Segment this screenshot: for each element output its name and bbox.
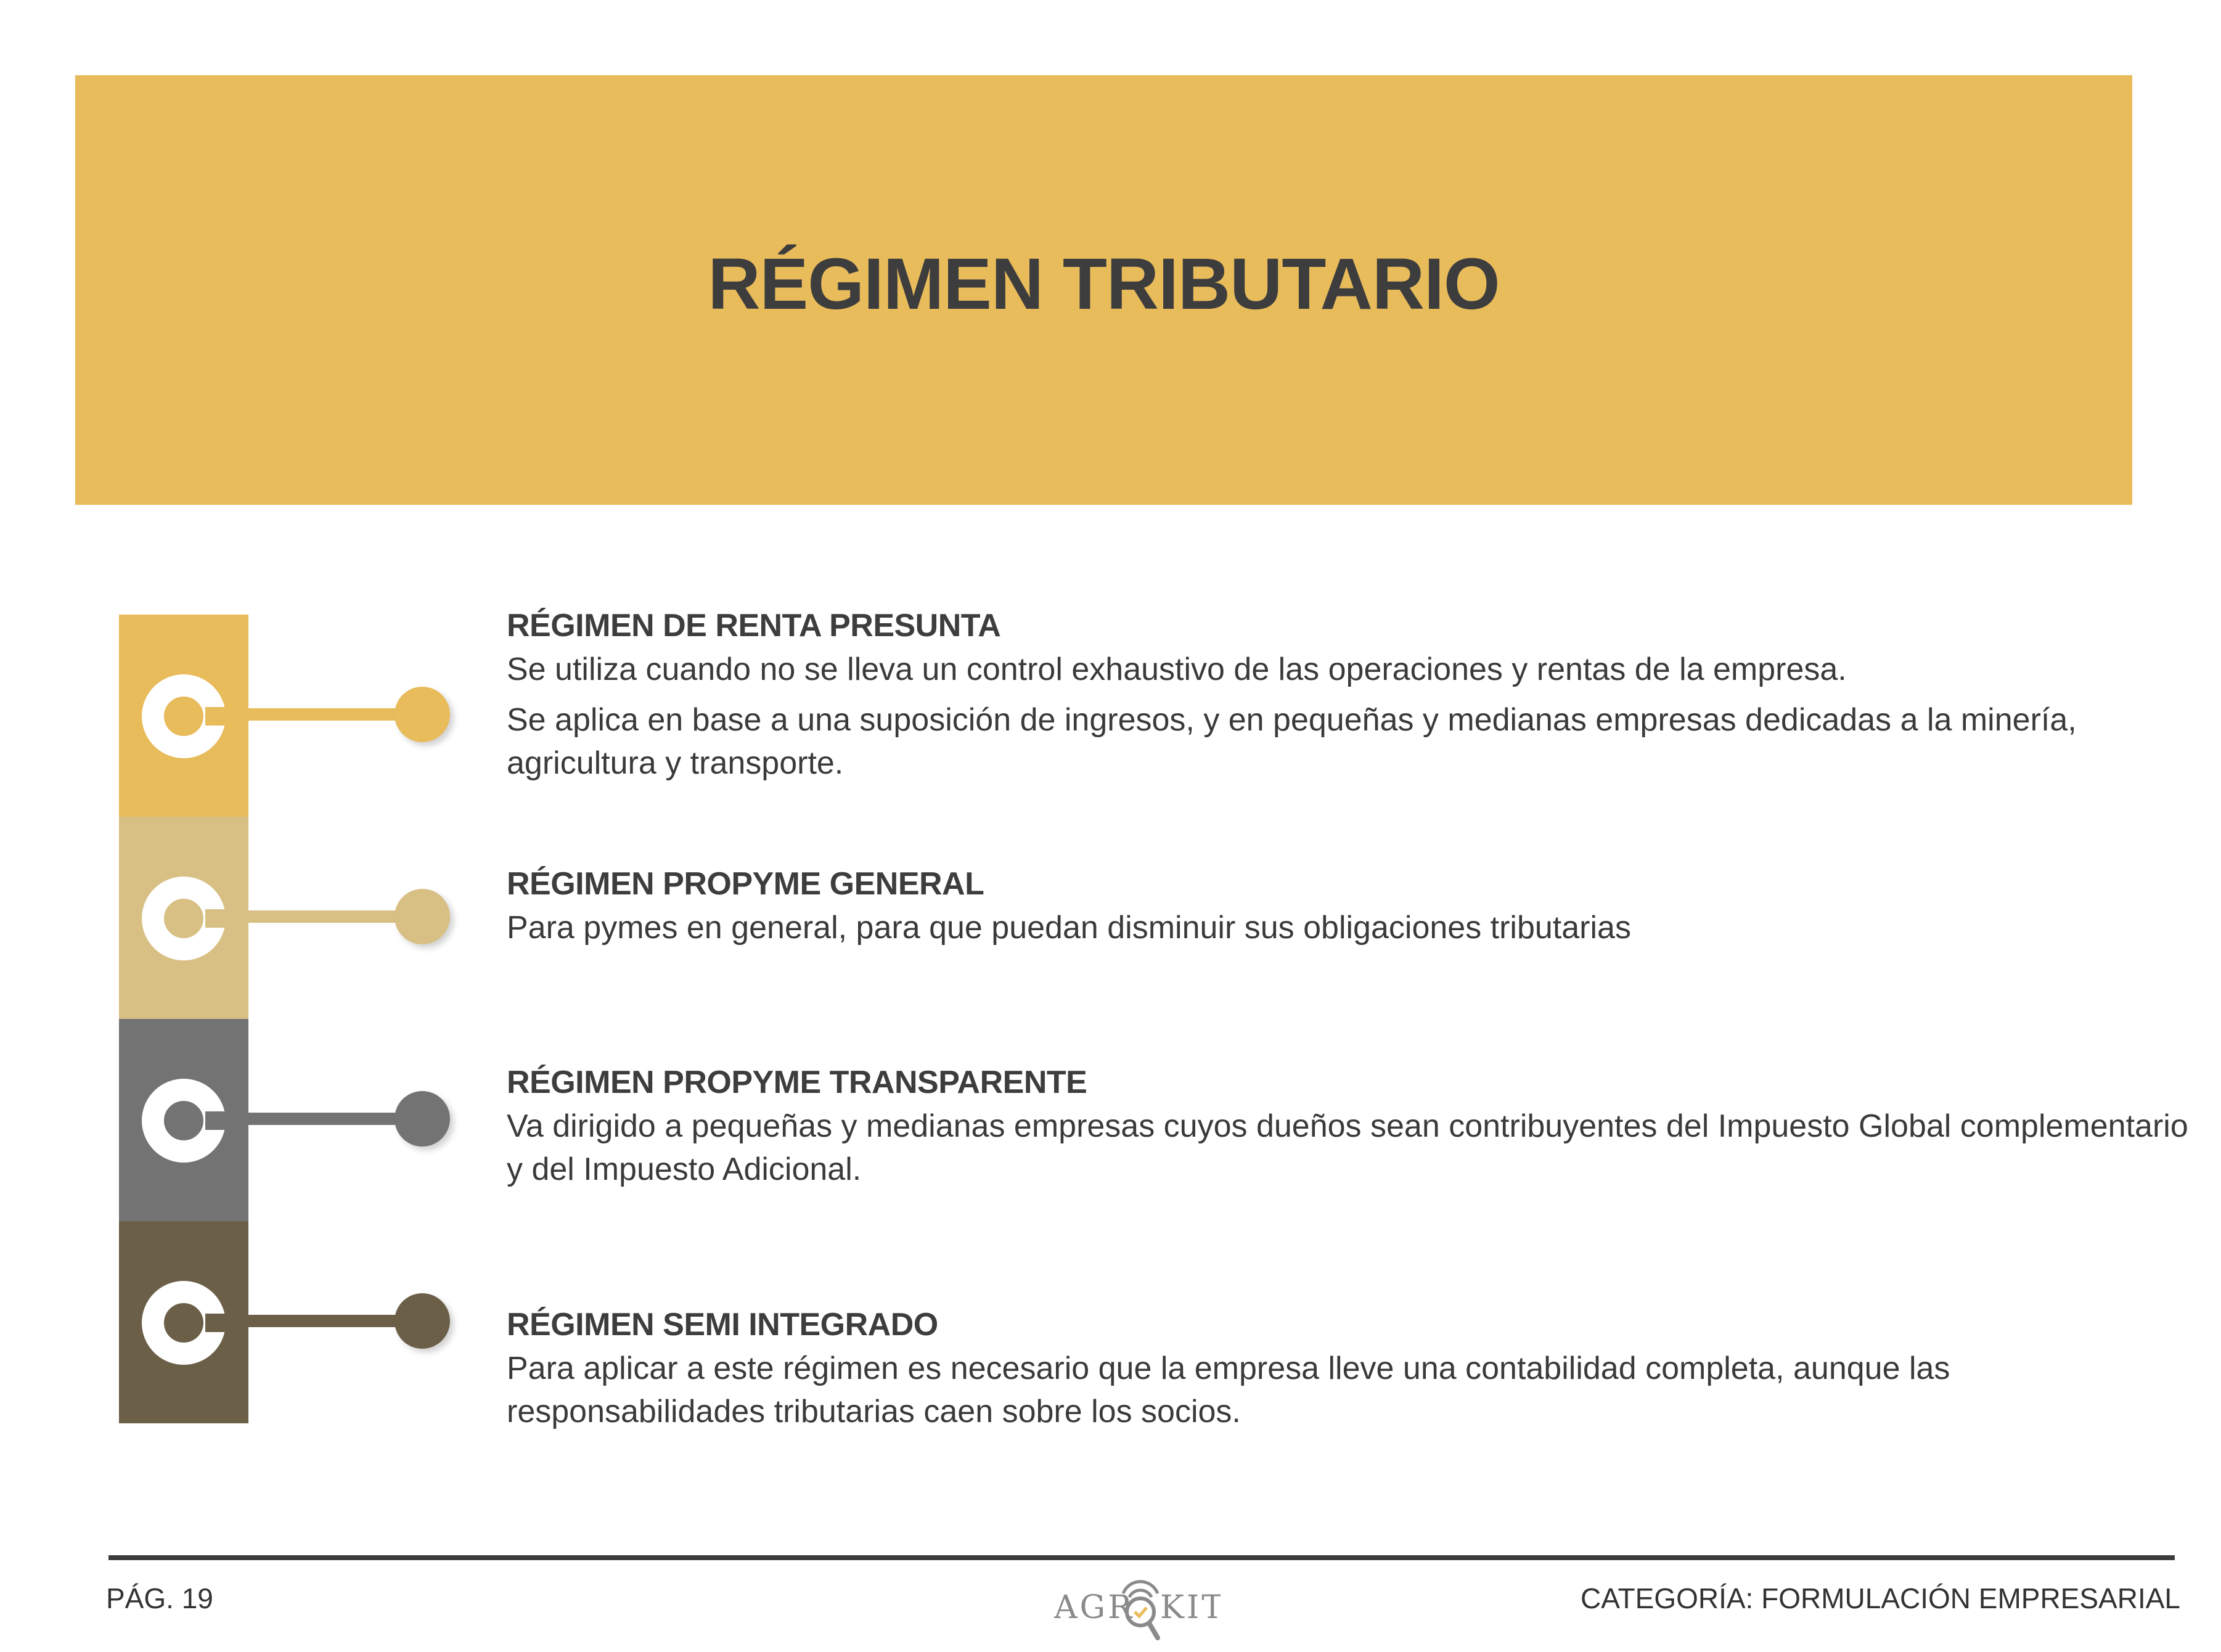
timeline-dot-3 bbox=[395, 1091, 450, 1147]
title-banner bbox=[75, 75, 2132, 505]
logo-text-left: AGR bbox=[1054, 1589, 1135, 1626]
timeline-segment-3 bbox=[119, 1019, 248, 1221]
agrokit-logo bbox=[1054, 1569, 1221, 1649]
section-propyme-transparente bbox=[507, 1064, 2196, 1191]
page-number: PÁG. 19 bbox=[106, 1582, 213, 1614]
logo-text-right: KIT bbox=[1160, 1589, 1221, 1626]
ring-gap bbox=[205, 909, 233, 928]
section-paragraph: Para pymes en general, para que puedan disminuir sus obligaciones tributarias bbox=[507, 910, 1631, 946]
ring-gap bbox=[205, 707, 233, 726]
timeline-dot-4 bbox=[395, 1293, 450, 1349]
section-renta-presunta bbox=[507, 607, 2196, 785]
timeline-segment-1 bbox=[119, 615, 248, 817]
section-title: RÉGIMEN PROPYME GENERAL bbox=[507, 866, 984, 902]
connector-line-4 bbox=[247, 1315, 407, 1327]
category-label: CATEGORÍA: FORMULACIÓN EMPRESARIAL bbox=[1581, 1582, 2180, 1614]
section-propyme-general bbox=[507, 865, 2196, 949]
timeline bbox=[119, 615, 248, 1423]
section-paragraph: Para aplicar a este régimen es necesario que la empresa lleve una contabilidad completa, aunque las responsabilidades tributarias caen sobre los socios. bbox=[507, 1351, 1950, 1429]
section-paragraph: Se aplica en base a una suposición de ingresos, y en pequeñas y medianas empresas dedicadas a la minería, agricultura y transporte. bbox=[507, 702, 2077, 781]
section-paragraph: Se utiliza cuando no se lleva un control exhaustivo de las operaciones y rentas de la empresa. bbox=[507, 652, 1847, 687]
section-title: RÉGIMEN PROPYME TRANSPARENTE bbox=[507, 1065, 1087, 1100]
connector-line-2 bbox=[247, 910, 407, 923]
timeline-segment-4 bbox=[119, 1221, 248, 1423]
section-paragraph: Va dirigido a pequeñas y medianas empresas cuyos dueños sean contribuyentes del Impuesto Global complementario y del Impuesto Adicional. bbox=[507, 1108, 2188, 1187]
section-title: RÉGIMEN SEMI INTEGRADO bbox=[507, 1307, 938, 1343]
ring-gap bbox=[205, 1111, 233, 1130]
ring-gap bbox=[205, 1314, 233, 1332]
timeline-dot-1 bbox=[395, 687, 450, 742]
connector-line-1 bbox=[247, 708, 407, 721]
page-title: RÉGIMEN TRIBUTARIO bbox=[708, 243, 1500, 325]
timeline-dot-2 bbox=[395, 889, 450, 944]
section-semi-integrado bbox=[507, 1306, 2196, 1433]
footer-divider bbox=[108, 1555, 2175, 1560]
timeline-segment-2 bbox=[119, 817, 248, 1019]
connector-line-3 bbox=[247, 1113, 407, 1125]
logo-svg bbox=[1054, 1569, 1221, 1649]
section-title: RÉGIMEN DE RENTA PRESUNTA bbox=[507, 608, 1001, 644]
